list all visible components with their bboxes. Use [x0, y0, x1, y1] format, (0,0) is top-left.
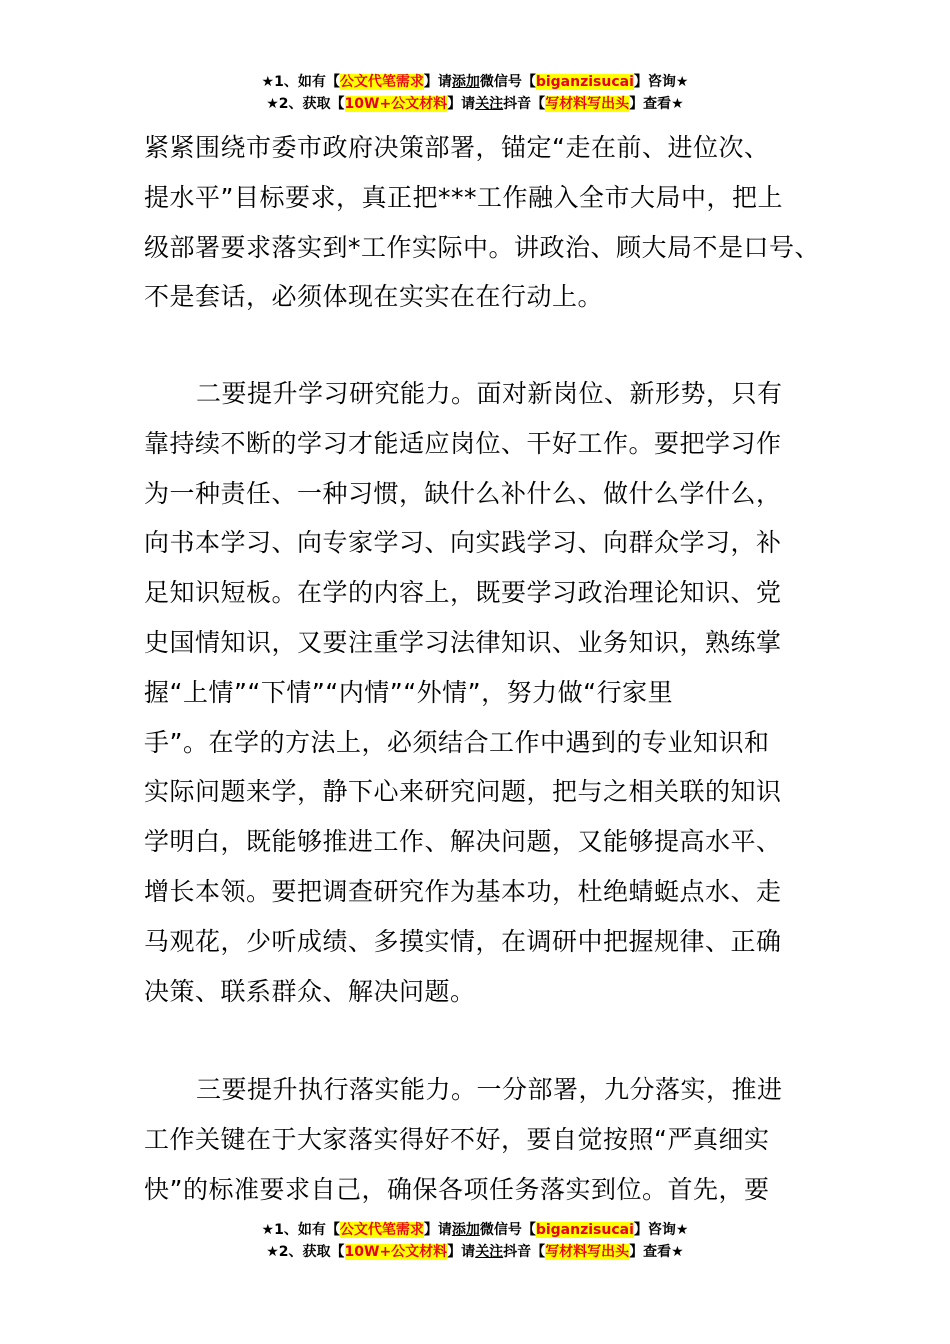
- paragraph-continuation: [144, 123, 820, 322]
- banner-text: ★1、如有【: [261, 74, 340, 90]
- banner-highlight: biganzisucai: [535, 1222, 634, 1238]
- banner-highlight: 公文代笔需求: [339, 74, 424, 90]
- banner-emphasis: 关注: [475, 1244, 504, 1260]
- text-line: 马观花，少听成绩、多摸实情，在调研中把握规律、正确: [144, 926, 782, 956]
- text-line: 级部署要求落实到*工作实际中。讲政治、顾大局不是口号、: [144, 232, 821, 262]
- text-line: 史国情知识，又要注重学习法律知识、业务知识，熟练掌: [144, 627, 782, 657]
- banner-highlight: 10W+公文材料: [344, 1244, 448, 1260]
- text-line: 学明白，既能够推进工作、解决问题，又能够提高水平、: [144, 827, 782, 857]
- text-line: 握“上情”“下情”“内情”“外情”，努力做“行家里: [144, 677, 674, 707]
- text-line: 决策、联系群众、解决问题。: [144, 976, 476, 1006]
- banner-highlight: 公文代笔需求: [339, 1222, 424, 1238]
- banner-text: 】请: [447, 96, 476, 112]
- banner-text: 】咨询★: [633, 1222, 689, 1238]
- text-line: 工作关键在于大家落实得好不好，要自觉按照“严真细实: [144, 1124, 770, 1154]
- banner-text: 抖音【: [503, 1244, 546, 1260]
- text-line: 三要提升执行落实能力。一分部署，九分落实，推进: [196, 1075, 783, 1104]
- text-line: 增长本领。要把调查研究作为基本功，杜绝蜻蜓点水、走: [144, 876, 782, 906]
- banner-text: 】查看★: [629, 96, 684, 112]
- banner-text: 】查看★: [629, 1244, 684, 1260]
- banner-text: 】请: [423, 74, 452, 90]
- banner-text: 微信号【: [479, 1222, 536, 1238]
- banner-line-1: [0, 1219, 950, 1241]
- banner-highlight: 写材料写出头: [545, 1244, 630, 1260]
- text-line: 二要提升学习研究能力。面对新岗位、新形势，只有: [196, 379, 783, 408]
- text-line: 靠持续不断的学习才能适应岗位、干好工作。要把学习作: [144, 428, 782, 458]
- text-line: 足知识短板。在学的内容上，既要学习政治理论知识、党: [144, 578, 782, 608]
- banner-highlight: 10W+公文材料: [344, 96, 448, 112]
- footer-banner: [0, 1219, 950, 1263]
- text-line: 为一种责任、一种习惯，缺什么补什么、做什么学什么，: [144, 478, 782, 508]
- banner-emphasis: 添加: [451, 74, 480, 90]
- paragraph-execution-ability: [144, 1065, 820, 1214]
- banner-text: ★2、获取【: [266, 1244, 345, 1260]
- banner-line-1: [0, 71, 950, 93]
- banner-line-2: [0, 1241, 950, 1263]
- text-line: 紧紧围绕市委市政府决策部署，锚定“走在前、进位次、: [144, 133, 770, 162]
- paragraph-study-ability: [144, 369, 820, 1016]
- banner-text: ★1、如有【: [261, 1222, 340, 1238]
- banner-emphasis: 添加: [451, 1222, 480, 1238]
- banner-highlight: biganzisucai: [535, 74, 634, 90]
- paragraph: [144, 1065, 820, 1214]
- banner-text: 】请: [423, 1222, 452, 1238]
- banner-line-2: [0, 93, 950, 115]
- banner-text: 抖音【: [503, 96, 546, 112]
- text-line: 手”。在学的方法上，必须结合工作中遇到的专业知识和: [144, 727, 770, 757]
- banner-emphasis: 关注: [475, 96, 504, 112]
- banner-highlight: 写材料写出头: [545, 96, 630, 112]
- text-line: 不是套话，必须体现在实实在在行动上。: [144, 282, 604, 312]
- banner-text: ★2、获取【: [266, 96, 345, 112]
- banner-text: 】咨询★: [633, 74, 689, 90]
- banner-text: 微信号【: [479, 74, 536, 90]
- header-banner: [0, 71, 950, 115]
- text-line: 快”的标准要求自己，确保各项任务落实到位。首先，要: [144, 1174, 770, 1204]
- paragraph: [144, 123, 820, 322]
- banner-text: 】请: [447, 1244, 476, 1260]
- text-line: 实际问题来学，静下心来研究问题，把与之相关联的知识: [144, 777, 782, 807]
- paragraph: [144, 369, 820, 1016]
- text-line: 向书本学习、向专家学习、向实践学习、向群众学习，补: [144, 528, 782, 558]
- text-line: 提水平”目标要求，真正把***工作融入全市大局中，把上: [144, 182, 783, 212]
